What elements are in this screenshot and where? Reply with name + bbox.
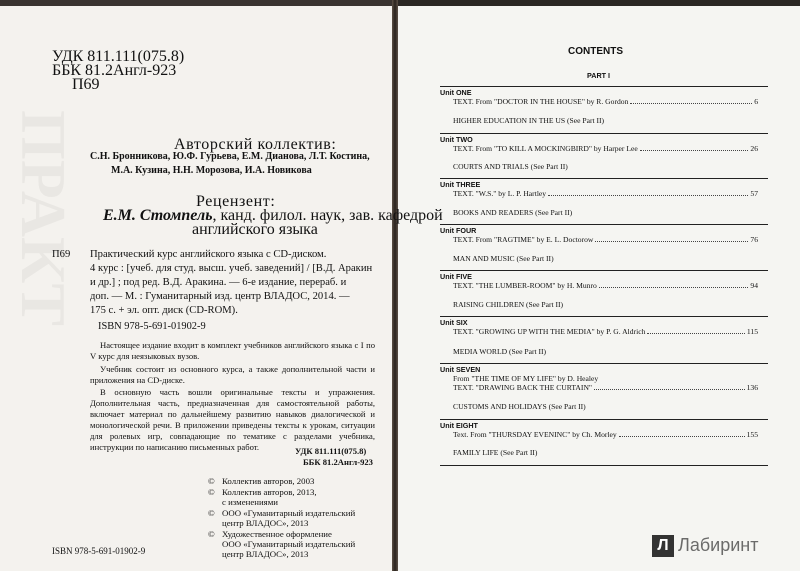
toc-entry[interactable] — [453, 327, 758, 336]
leader-dots — [548, 195, 748, 196]
toc-entry-label: TEXT. "W.S." by L. P. Hartley — [453, 189, 547, 198]
copyright-3 — [208, 508, 355, 518]
description-paragraph-3: В основную часть вошли оригинальные тексты и упражнения. Дополнительная часть, предназначенная для самостоятельной работы, включает материал по дальнейшему развитию навыков диалогической и монологической речи. В приложении приведены тексты к урокам, ситуации для ролевых игр, совпадающие по тематике с разделами учебника, инструкции по написанию письменных работ. — [90, 387, 375, 452]
copyright-text: центр ВЛАДОС», 2013 — [222, 549, 309, 559]
toc-entry-label: TEXT. From "RAGTIME" by E. L. Doctorow — [453, 235, 594, 244]
copyright-text: с изменениями — [222, 497, 278, 507]
annotation-mark: П69 — [52, 249, 71, 260]
annotation-line-5: 175 с. + эл. опт. диск (CD-ROM). — [90, 305, 238, 316]
annotation-line-1: Практический курс английского языка с CD-диском. — [90, 249, 327, 260]
bleed-through-text — [0, 110, 80, 422]
unit-divider — [440, 224, 768, 225]
copyright-text: Коллектив авторов, 2003 — [222, 476, 315, 486]
toc-entry-label: Text. From "THURSDAY EVENINC" by Ch. Morley — [453, 430, 617, 439]
leader-dots — [640, 150, 749, 151]
unit-divider — [440, 178, 768, 179]
authors-line-1: С.Н. Бронникова, Ю.Ф. Гурьева, Е.М. Дианова, Л.Т. Костина, — [90, 151, 370, 162]
toc-entry[interactable] — [453, 383, 758, 392]
toc-page-number: 57 — [750, 189, 758, 198]
toc-page-number: 136 — [746, 383, 758, 392]
author-mark: П69 — [72, 76, 100, 93]
unit-heading: Unit SEVEN — [440, 365, 481, 374]
leader-dots — [599, 287, 749, 288]
toc-page-number: 26 — [750, 144, 758, 153]
description-paragraph-1: Настоящее издание входит в комплект учебников английского языка с I по V курс для неязыковых вузов. — [90, 340, 375, 361]
copyright-symbol: © — [208, 529, 215, 539]
annotation-line-3: и др.] ; под ред. В.Д. Аракина. — 6-е издание, перераб. и — [90, 277, 347, 288]
page-edge-top-right — [398, 0, 800, 6]
contents-title: CONTENTS — [568, 46, 623, 57]
toc-entry-label: TEXT. From "TO KILL A MOCKINGBIRD" by Harper Lee — [453, 144, 638, 153]
leader-dots — [630, 103, 752, 104]
authors-line-2: М.А. Кузина, Н.Н. Морозова, И.А. Новикова — [111, 165, 312, 176]
toc-subentry: BOOKS AND READERS (See Part II) — [453, 208, 573, 217]
toc-entry-label: TEXT. "THE LUMBER-ROOM" by H. Munro — [453, 281, 597, 290]
copyright-symbol: © — [208, 487, 215, 497]
copyright-3-cont — [208, 518, 308, 528]
unit-heading: Unit EIGHT — [440, 421, 478, 430]
unit-heading: Unit FIVE — [440, 272, 472, 281]
bbk-code: ББК 81.2Англ-923 — [52, 62, 177, 79]
leader-dots — [619, 436, 745, 437]
copyright-text: ООО «Гуманитарный издательский — [222, 539, 356, 549]
copyright-1 — [208, 476, 314, 486]
toc-page-number: 76 — [750, 235, 758, 244]
unit-heading: Unit SIX — [440, 318, 468, 327]
toc-page-number: 115 — [746, 327, 758, 336]
page-edge-top-left — [0, 0, 392, 6]
leader-dots — [595, 241, 748, 242]
toc-subentry: COURTS AND TRIALS (See Part II) — [453, 162, 568, 171]
part-heading: PART I — [587, 71, 611, 80]
watermark-logo: Л — [652, 535, 674, 557]
reviewer-name: Е.М. Стомпель — [103, 207, 213, 224]
copyright-text: центр ВЛАДОС», 2013 — [222, 518, 309, 528]
toc-entry-label: TEXT. "DRAWING BACK THE CURTAIN" — [453, 383, 593, 392]
toc-pre-entry: From "THE TIME OF MY LIFE" by D. Healey — [453, 374, 599, 383]
toc-subentry: HIGHER EDUCATION IN THE US (See Part II) — [453, 116, 605, 125]
annotation-line-4: доп. — М. : Гуманитарный изд. центр ВЛАДОС, 2014. — — [90, 291, 350, 302]
copyright-text: Художественное оформление — [222, 529, 332, 539]
toc-subentry: MEDIA WORLD (See Part II) — [453, 347, 547, 356]
copyright-symbol: © — [208, 476, 215, 486]
unit-divider — [440, 133, 768, 134]
toc-entry[interactable] — [453, 235, 758, 244]
toc-page-number: 155 — [746, 430, 758, 439]
toc-entry[interactable] — [453, 144, 758, 153]
copyright-4-cont — [208, 539, 355, 549]
leader-dots — [647, 333, 745, 334]
copyright-2-cont — [208, 497, 278, 507]
toc-entry[interactable] — [453, 430, 758, 439]
copyright-2 — [208, 487, 317, 497]
authors-heading: Авторский коллектив: — [174, 136, 337, 153]
toc-entry-label: TEXT. "GROWING UP WITH THE MEDIA" by P. G. Aldrich — [453, 327, 646, 336]
reviewer-heading: Рецензент: — [196, 193, 276, 210]
copyright-symbol: © — [208, 508, 215, 518]
toc-subentry: CUSTOMS AND HOLIDAYS (See Part II) — [453, 402, 586, 411]
unit-heading: Unit ONE — [440, 88, 472, 97]
copyright-text: Коллектив авторов, 2013, — [222, 487, 317, 497]
udc-code: УДК 811.111(075.8) — [52, 48, 185, 65]
toc-entry-label: TEXT. From "DOCTOR IN THE HOUSE" by R. Gordon — [453, 97, 629, 106]
description-paragraph-2: Учебник состоит из основного курса, а также дополнительной части и приложения на CD-диске. — [90, 364, 375, 385]
toc-subentry: RAISING CHILDREN (See Part II) — [453, 300, 564, 309]
toc-entry[interactable] — [453, 189, 758, 198]
leader-dots — [594, 389, 745, 390]
unit-heading: Unit THREE — [440, 180, 481, 189]
bbk-bottom: ББК 81.2Англ-923 — [303, 457, 373, 467]
unit-divider — [440, 465, 768, 466]
reviewer-credentials: , канд. филол. наук, зав. кафедрой — [212, 207, 443, 224]
copyright-4-cont2 — [208, 549, 308, 559]
toc-page-number: 6 — [754, 97, 758, 106]
isbn-bottom: ISBN 978-5-691-01902-9 — [52, 546, 146, 556]
unit-divider — [440, 316, 768, 317]
toc-entry[interactable] — [453, 281, 758, 290]
copyright-text: ООО «Гуманитарный издательский — [222, 508, 356, 518]
copyright-4 — [208, 529, 332, 539]
toc-subentry: FAMILY LIFE (See Part II) — [453, 448, 538, 457]
unit-divider — [440, 419, 768, 420]
watermark-text: Лабиринт — [678, 535, 759, 555]
toc-page-number: 94 — [750, 281, 758, 290]
udc-bottom: УДК 811.111(075.8) — [295, 446, 367, 456]
toc-entry[interactable] — [453, 97, 758, 106]
annotation-line-2: 4 курс : [учеб. для студ. высш. учеб. заведений] / [В.Д. Аракин — [90, 263, 373, 274]
isbn-inline: ISBN 978-5-691-01902-9 — [98, 321, 206, 332]
unit-divider — [440, 86, 768, 87]
reviewer-line-2: английского языка — [192, 221, 318, 238]
unit-divider — [440, 363, 768, 364]
toc-subentry: MAN AND MUSIC (See Part II) — [453, 254, 554, 263]
unit-heading: Unit FOUR — [440, 226, 477, 235]
unit-heading: Unit TWO — [440, 135, 473, 144]
unit-divider — [440, 270, 768, 271]
